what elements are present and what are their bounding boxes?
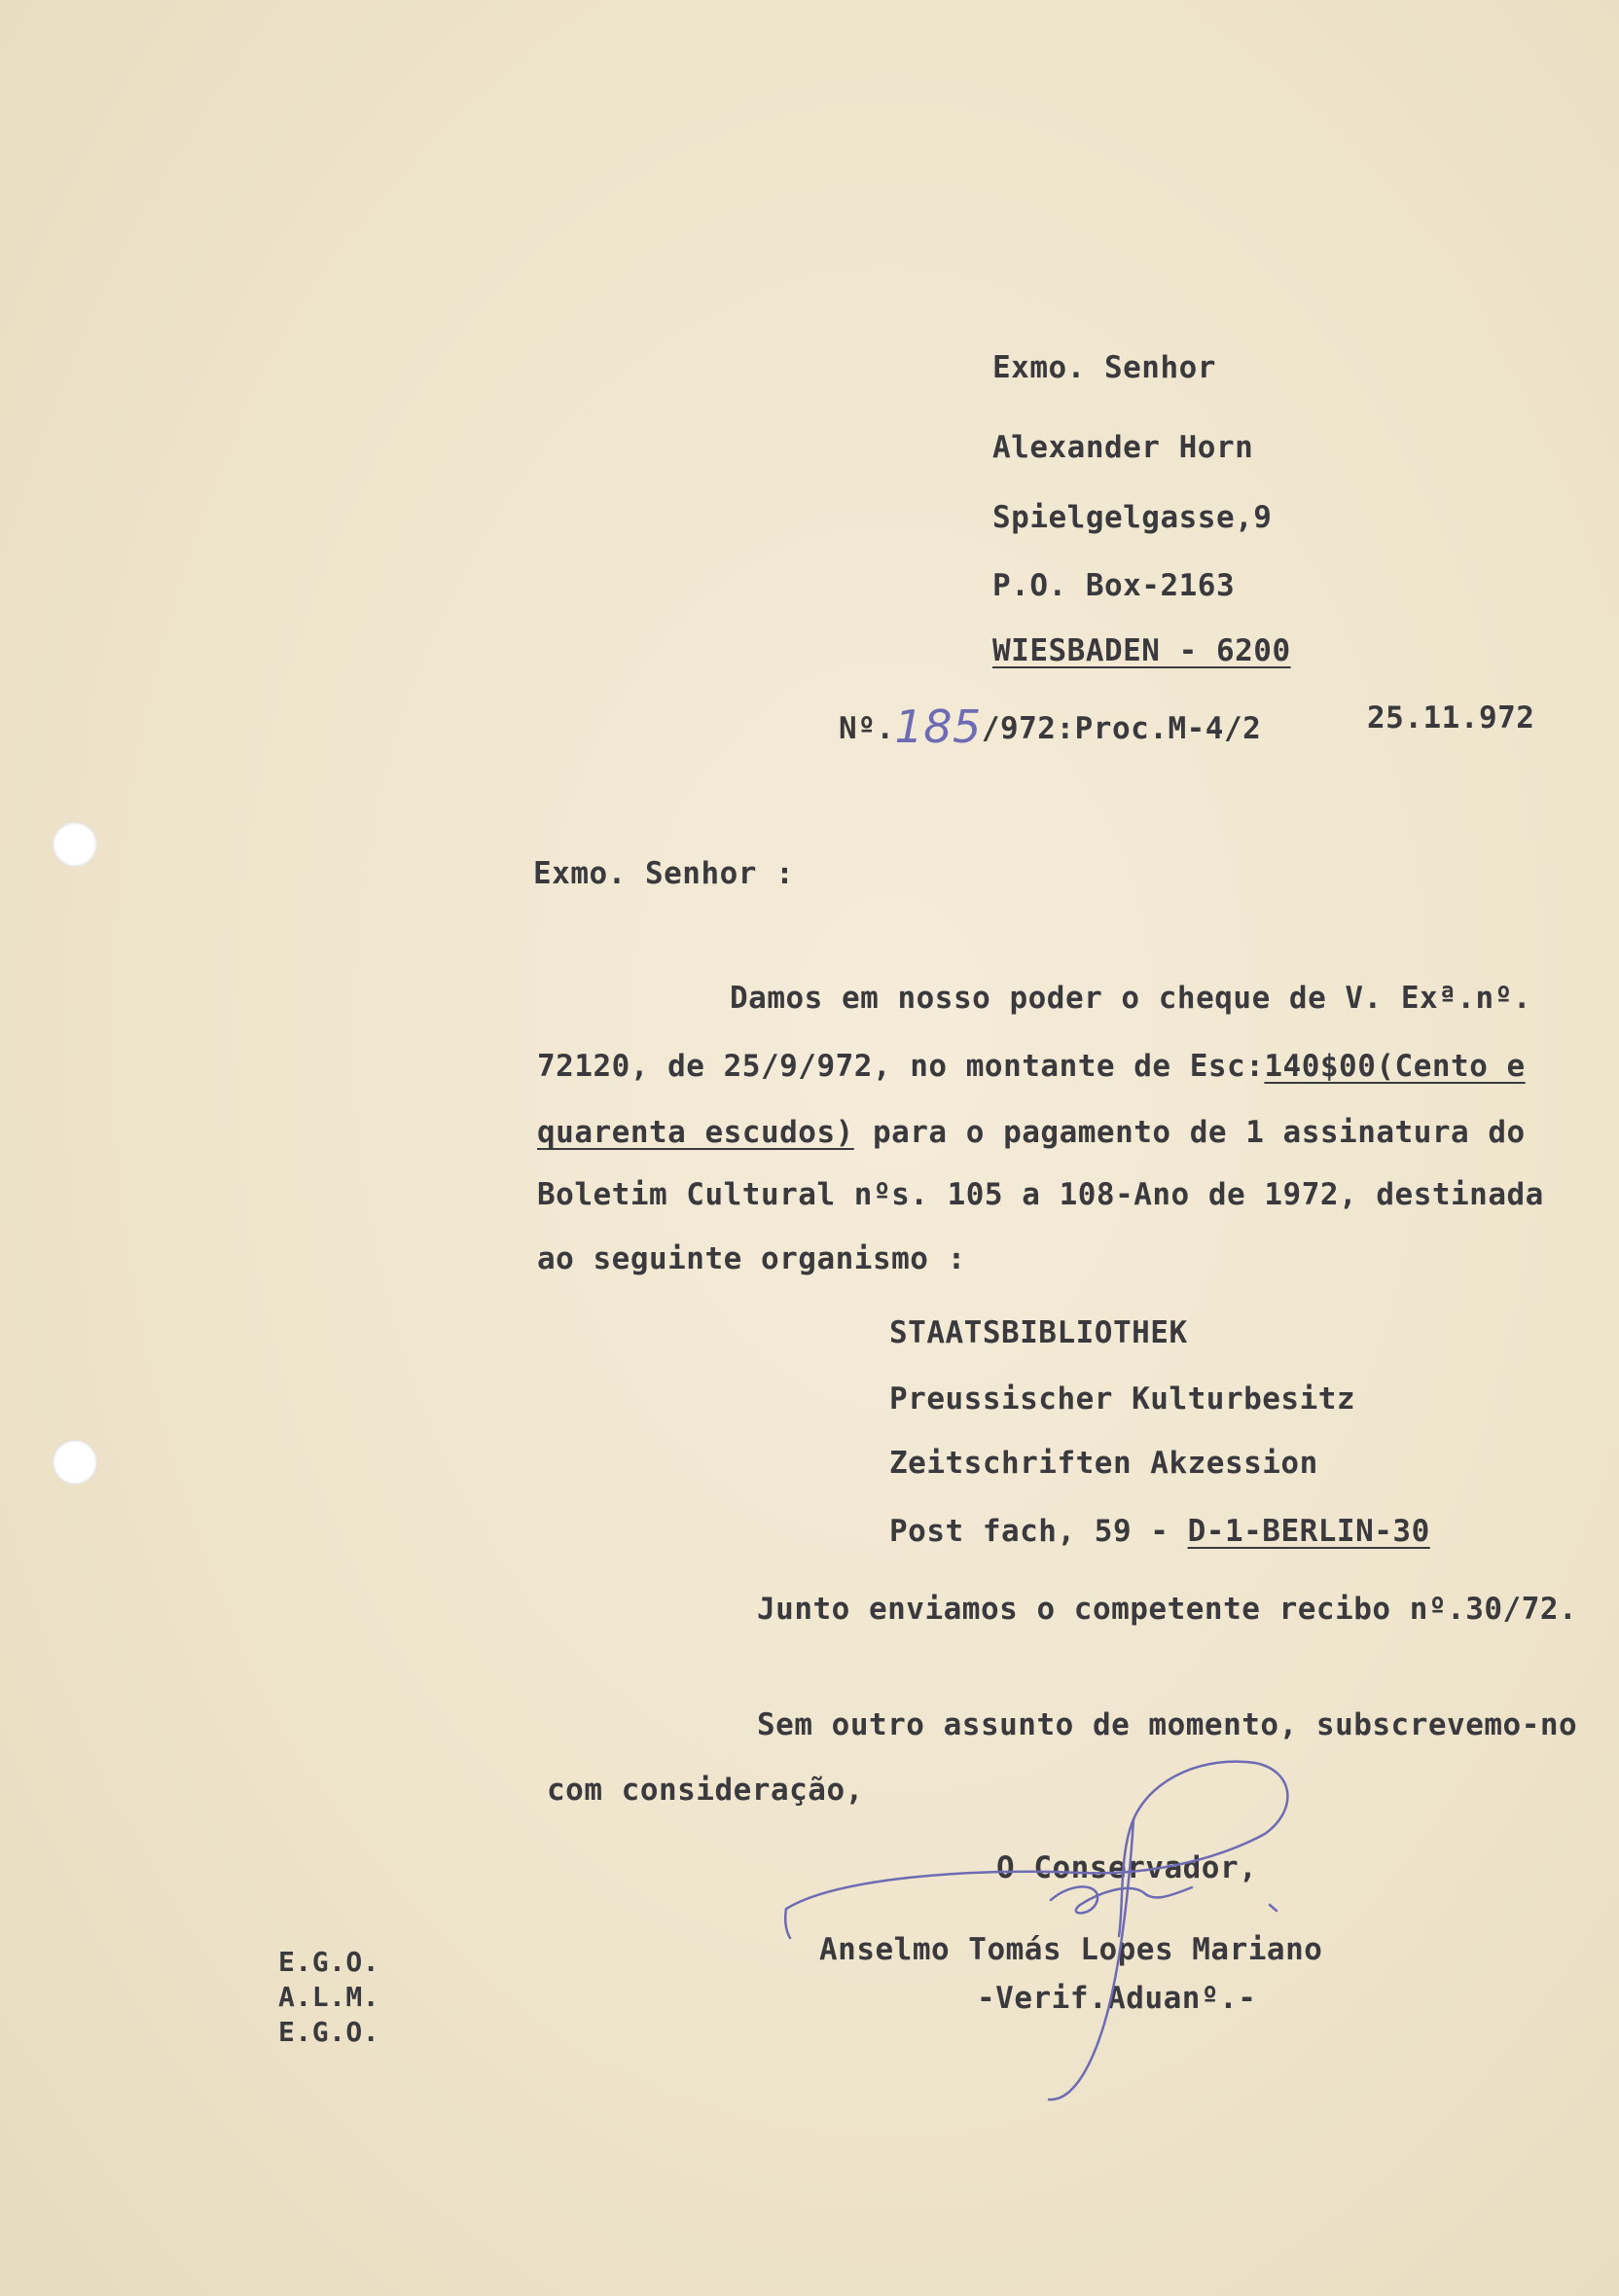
signature-name: Anselmo Tomás Lopes Mariano [819,1932,1323,1967]
closing-line-1: Sem outro assunto de momento, subscrevemo-no [757,1707,1578,1742]
recipient-salutation: Exmo. Senhor [992,350,1216,385]
reference-prefix: Nº. [839,711,895,746]
body-line-1: Damos em nosso poder o cheque de V. Exª.nº. [730,981,1532,1016]
organism-postfach: Post fach, 59 - [889,1514,1188,1549]
recipient-po-box: P.O. Box-2163 [992,568,1236,603]
greeting: Exmo. Senhor : [533,856,795,891]
reference-suffix: /972:Proc.M-4/2 [981,711,1262,746]
signature-title: O Conservador, [996,1850,1258,1885]
recipient-name: Alexander Horn [992,430,1254,465]
signature-tail-stroke [785,1909,790,1938]
recipient-city: WIESBADEN - 6200 [992,633,1291,668]
signature-loop-stroke [786,1762,1287,1936]
organism-line-1: STAATSBIBLIOTHEK [889,1315,1188,1350]
body-line-5: ao seguinte organismo : [537,1241,966,1276]
organism-city: D-1-BERLIN-30 [1187,1514,1430,1549]
initials-1: E.G.O. [278,1946,380,1978]
recipient-street: Spielgelgasse,9 [992,500,1273,535]
letter-date: 25.11.972 [1367,700,1535,735]
enclosure-line: Junto enviamos o competente recibo nº.30/72. [757,1592,1578,1627]
initials-2: A.L.M. [278,1981,380,2013]
body-line-2-text: 72120, de 25/9/972, no montante de Esc: [537,1049,1265,1084]
closing-line-2: com consideração, [547,1773,864,1808]
organism-line-2: Preussischer Kulturbesitz [889,1381,1356,1417]
signature-role: -Verif.Aduanº.- [977,1981,1257,2016]
organism-line-3: Zeitschriften Akzession [889,1446,1318,1481]
body-line-4: Boletim Cultural nºs. 105 a 108-Ano de 1972, destinada [537,1177,1544,1212]
reference-handwritten-number: 185 [894,700,982,753]
signature-dot [1270,1905,1277,1911]
initials-3: E.G.O. [278,2016,380,2048]
body-line-3-text: para o pagamento de 1 assinatura do [853,1115,1526,1150]
signature-downstroke [1049,1819,1133,2099]
body-amount-words: quarenta escudos) [537,1115,854,1150]
body-amount: 140$00(Cento e [1264,1049,1526,1084]
